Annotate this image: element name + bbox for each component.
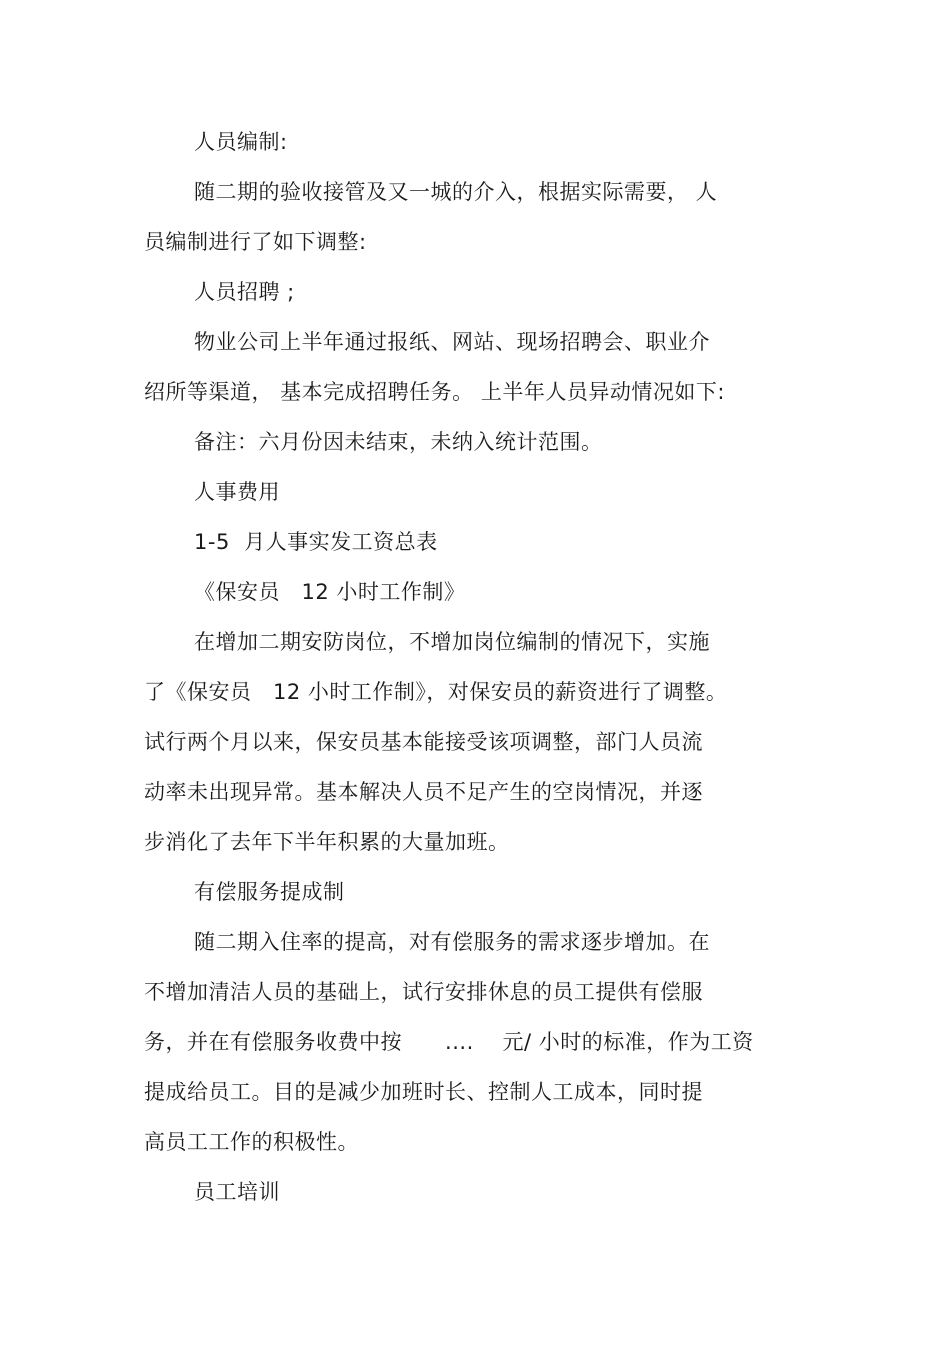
paragraph-line: 随二期的验收接管及又一城的介入，根据实际需要， 人: [194, 180, 718, 204]
paragraph-line: 步消化了去年下半年积累的大量加班。: [144, 830, 510, 854]
paragraph-line: 高员工工作的积极性。: [144, 1130, 359, 1154]
heading-staff-training: 员工培训: [194, 1180, 280, 1204]
paragraph-line: 绍所等渠道， 基本完成招聘任务。 上半年人员异动情况如下:: [144, 380, 725, 404]
paragraph-line: 动率未出现异常。基本解决人员不足产生的空岗情况，并逐: [144, 780, 703, 804]
heading-security-shift: 《保安员 12 小时工作制》: [194, 580, 466, 604]
paragraph-line: 了《保安员 12 小时工作制》，对保安员的薪资进行了调整。: [144, 680, 728, 704]
heading-staffing: 人员编制:: [194, 130, 288, 154]
paragraph-line: 随二期入住率的提高，对有偿服务的需求逐步增加。在: [194, 930, 710, 954]
paragraph-line: 试行两个月以来，保安员基本能接受该项调整，部门人员流: [144, 730, 703, 754]
heading-salary-table: 1-5 月人事实发工资总表: [194, 530, 438, 554]
heading-personnel-costs: 人事费用: [194, 480, 280, 504]
paragraph-line: 在增加二期安防岗位，不增加岗位编制的情况下，实施: [194, 630, 710, 654]
paragraph-line: 提成给员工。目的是减少加班时长、控制人工成本，同时提: [144, 1080, 703, 1104]
heading-paid-service-commission: 有偿服务提成制: [194, 880, 345, 904]
paragraph-line: 不增加清洁人员的基础上，试行安排休息的员工提供有偿服: [144, 980, 703, 1004]
paragraph-line: 员编制进行了如下调整:: [144, 230, 367, 254]
paragraph-line: 务，并在有偿服务收费中按 .... 元/ 小时的标准，作为工资: [144, 1030, 754, 1054]
heading-recruitment: 人员招聘 ;: [194, 280, 295, 304]
paragraph-line: 物业公司上半年通过报纸、网站、现场招聘会、职业介: [194, 330, 710, 354]
note-line: 备注：六月份因未结束，未纳入统计范围。: [194, 430, 603, 454]
